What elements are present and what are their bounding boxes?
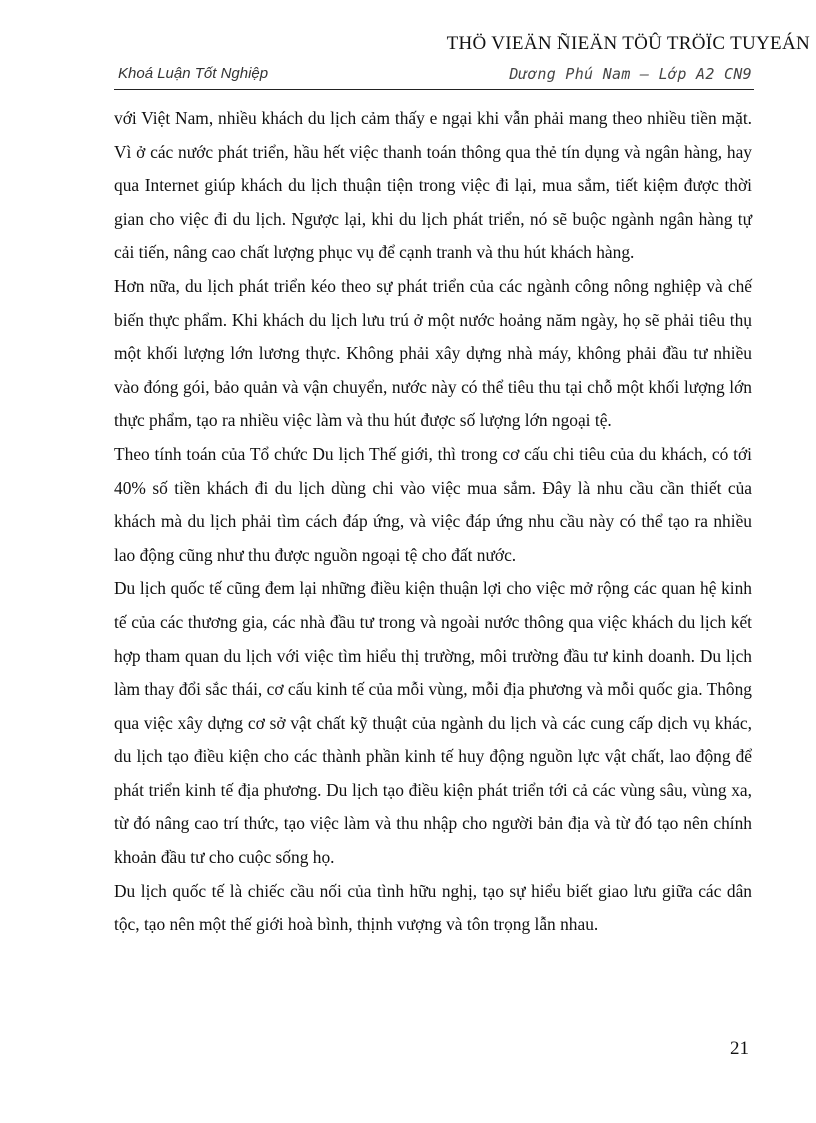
header-author: Dương Phú Nam – Lớp A2 CN9 [509,65,752,83]
paragraph: Hơn nữa, du lịch phát triển kéo theo sự phát triển của các ngành công nông nghiệp và chế biến thực phẩm. Khi khách du lịch lưu trú ở một nước hoảng năm ngày, họ sẽ phải tiêu thụ một khối lượng lớn lương thực. Không phải xây dựng nhà máy, không phải đầu tư nhiều vào đóng gói, bảo quản và vận chuyển, nước này có thể tiêu thu tại chỗ một khối lượng lớn thực phẩm, tạo ra nhiều việc làm và thu hút được số lượng lớn ngoại tệ. [114,275,752,431]
page-header [114,63,754,90]
page-number: 21 [730,1038,749,1059]
paragraph: Theo tính toán của Tổ chức Du lịch Thế giới, thì trong cơ cấu chi tiêu của du khách, có tới 40% số tiền khách đi du lịch dùng chi vào việc mua sắm. Đây là nhu cầu cần thiết của khách mà du lịch phải tìm cách đáp ứng, và việc đáp ứng nhu cầu này có thể tạo ra nhiều lao động cũng như thu được nguồn ngoại tệ cho đất nước. [114,443,752,565]
paragraph: với Việt Nam, nhiều khách du lịch cảm thấy e ngại khi vẫn phải mang theo nhiều tiền mặt. Vì ở các nước phát triển, hầu hết việc thanh toán thông qua thẻ tín dụng và ngân hàng, hay qua Internet giúp khách du lịch thuận tiện trong việc đi lại, mua sắm, tiết kiệm được thời gian cho việc đi du lịch. Ngược lại, khi du lịch phát triển, nó sẽ buộc ngành ngân hàng tự cải tiến, nâng cao chất lượng phục vụ để cạnh tranh và thu hút khách hàng. [114,108,752,263]
body-text [114,102,752,942]
watermark-text: THÖ VIEÄN ÑIEÄN TÖÛ TRÖÏC TUYEÁN [446,33,810,54]
header-thesis-title: Khoá Luận Tốt Nghiệp [118,65,269,82]
paragraph: Du lịch quốc tế cũng đem lại những điều kiện thuận lợi cho việc mở rộng các quan hệ kinh tế của các thương gia, các nhà đầu tư trong và ngoài nước thông qua việc khách du lịch kết hợp tham quan du lịch với việc tìm hiểu thị trường, môi trường đầu tư kinh doanh. Du lịch làm thay đổi sắc thái, cơ cấu kinh tế của mỗi vùng, mỗi địa phương và mỗi quốc gia. Thông qua việc xây dựng cơ sở vật chất kỹ thuật của ngành du lịch và các cung cấp dịch vụ khác, du lịch tạo điều kiện cho các thành phần kinh tế huy động nguồn lực vật chất, lao động để phát triển kinh tế địa phương. Du lịch tạo điều kiện phát triển tới cả các vùng sâu, vùng xa, từ đó nâng cao trí thức, tạo việc làm và thu nhập cho người bản địa và từ đó tạo nên chính khoản đầu tư cho cuộc sống họ. [114,578,752,868]
paragraph: Du lịch quốc tế là chiếc cầu nối của tình hữu nghị, tạo sự hiểu biết giao lưu giữa các dân tộc, tạo nên một thế giới hoà bình, thịnh vượng và tôn trọng lẫn nhau. [114,880,752,935]
